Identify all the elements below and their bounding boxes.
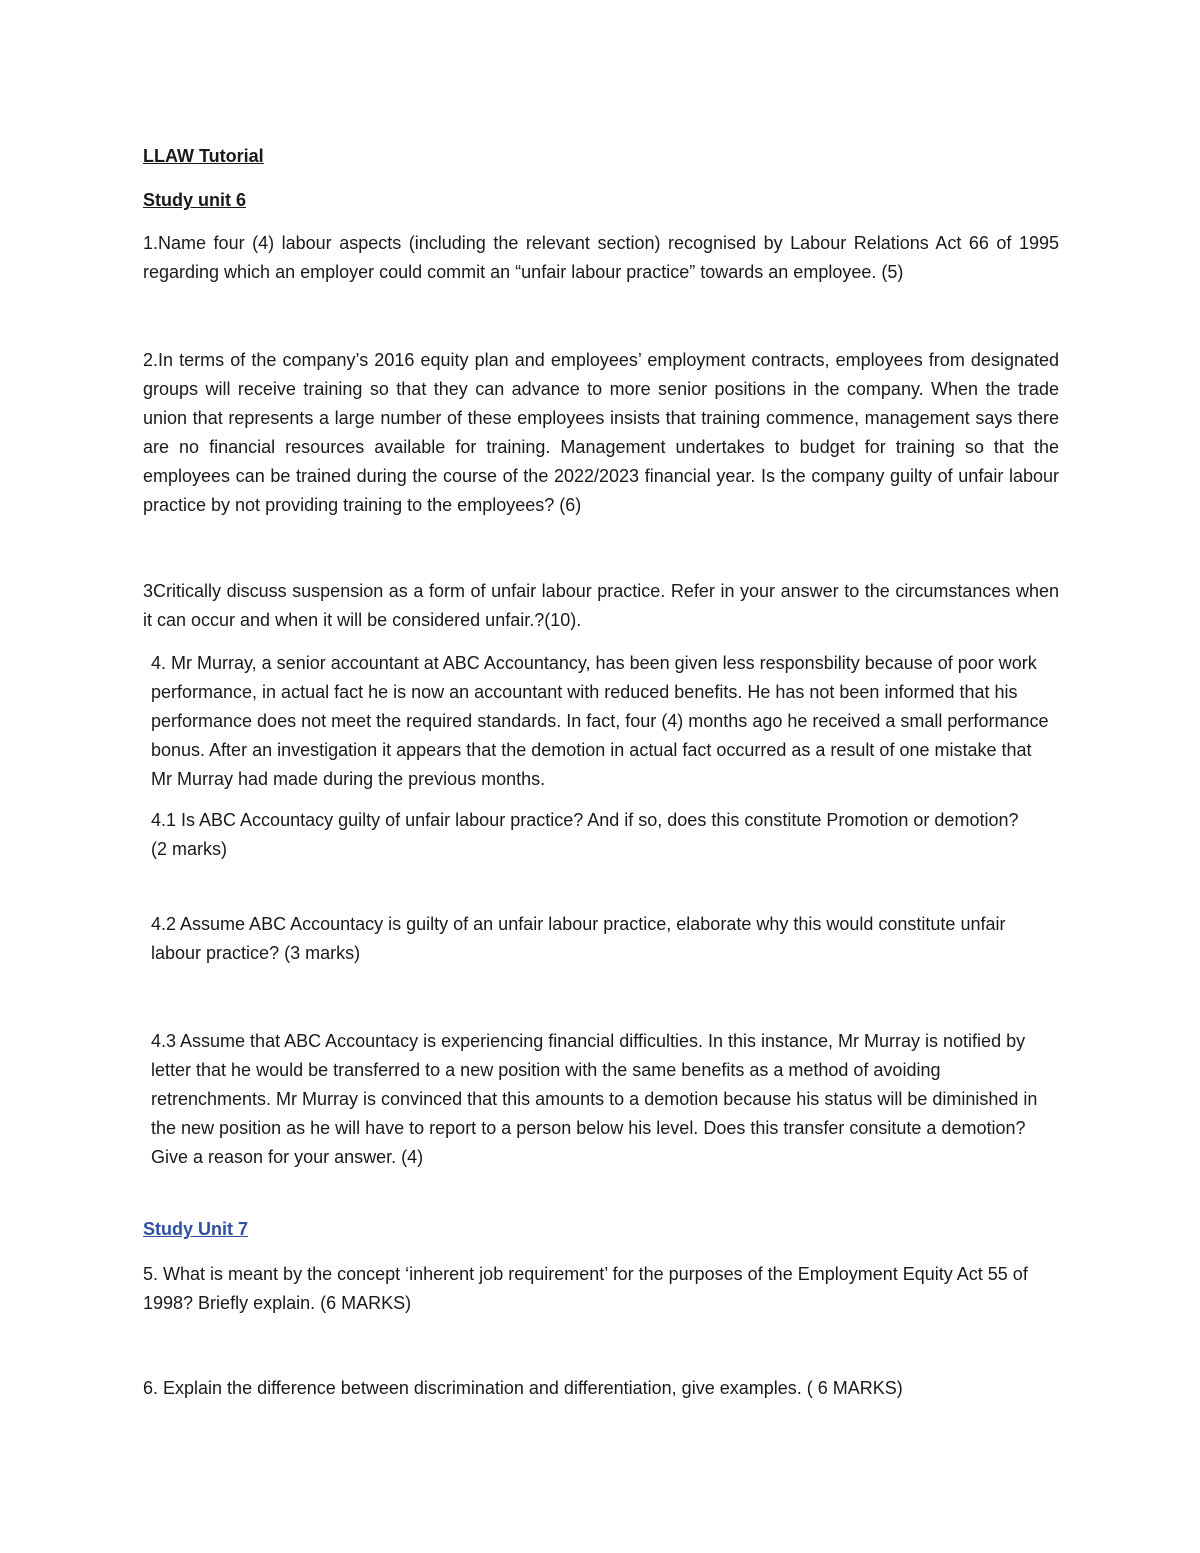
- unit6-heading: Study unit 6: [143, 190, 246, 210]
- question-2: 2.In terms of the company’s 2016 equity plan and employees’ employment contracts, employees from designated groups will receive training so that they can advance to more senior positions in the company. When the trade union that represents a large number of these employees insists that training commence, management says there are no financial resources available for training. Management undertakes to budget for training so that the employees can be trained during the course of the 2022/2023 financial year. Is the company guilty of unfair labour practice by not providing training to the employees? (6): [143, 350, 1059, 515]
- question-4-2: 4.2 Assume ABC Accountacy is guilty of an unfair labour practice, elaborate why this would constitute unfair labour practice? (3 marks): [151, 914, 1006, 963]
- question-6: [143, 1374, 1063, 1403]
- question-5-number: 5: [143, 1264, 154, 1284]
- document-title: LLAW Tutorial: [143, 146, 264, 166]
- question-4: 4. Mr Murray, a senior accountant at ABC Accountancy, has been given less responsbility because of poor work performance, in actual fact he is now an accountant with reduced benefits. He has not been informed that his performance does not meet the required standards. In fact, four (4) months ago he received a small performance bonus. After an investigation it appears that the demotion in actual fact occurred as a result of one mistake that Mr Murray had made during the previous months.: [151, 653, 1049, 789]
- question-6-text: . Explain the difference between discrimination and differentiation, give examples. ( 6 MARKS): [153, 1378, 903, 1398]
- question-3: 3Critically discuss suspension as a form of unfair labour practice. Refer in your answer to the circumstances when it can occur and when it will be considered unfair.?(10).: [143, 581, 1059, 630]
- question-4-1: 4.1 Is ABC Accountacy guilty of unfair labour practice? And if so, does this constitute Promotion or demotion? (2 marks): [151, 810, 1019, 859]
- question-4-3: 4.3 Assume that ABC Accountacy is experiencing financial difficulties. In this instance, Mr Murray is notified by letter that he would be transferred to a new position with the same benefits as a method of avoiding retrenchments. Mr Murray is convinced that this amounts to a demotion because his status will be diminished in the new position as he will have to report to a person below his level. Does this transfer consitute a demotion? Give a reason for your answer. (4): [151, 1031, 1038, 1167]
- question-1: 1.Name four (4) labour aspects (including the relevant section) recognised by Labour Relations Act 66 of 1995 regarding which an employer could commit an “unfair labour practice” towards an employee. (5): [143, 233, 1059, 282]
- question-6-number: 6: [143, 1378, 154, 1398]
- question-5: [143, 1260, 1063, 1318]
- question-5-text: . What is meant by the concept ‘inherent job requirement’ for the purposes of the Employment Equity Act 55 of 1998? Briefly explain. (6 MARKS): [143, 1264, 1028, 1313]
- unit7-heading: Study Unit 7: [143, 1219, 249, 1239]
